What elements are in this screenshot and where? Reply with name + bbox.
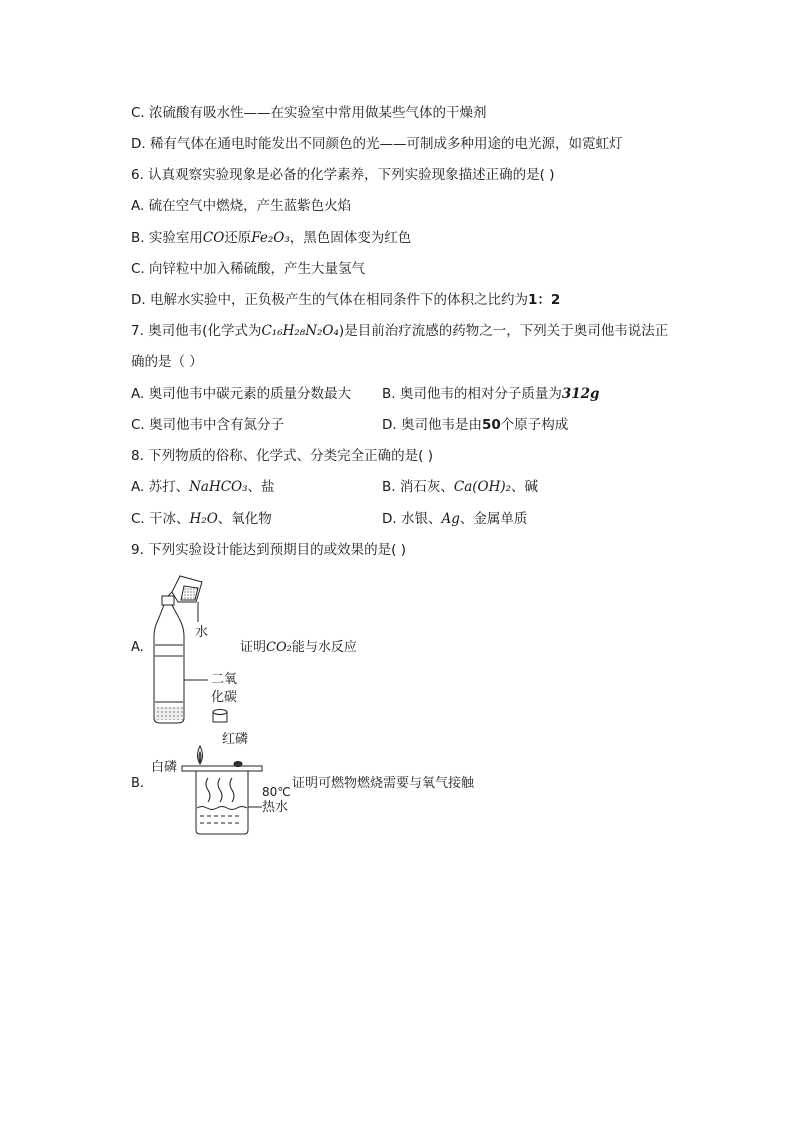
- q5-option-d: D. 稀有气体在通电时能发出不同颜色的光——可制成多种用途的电光源，如霓虹灯: [131, 136, 623, 152]
- q6-option-b: [131, 228, 411, 248]
- q7-option-b-value: 312g: [561, 386, 600, 402]
- q7-formula: C₁₆H₂₈N₂O₄: [261, 323, 339, 339]
- q7-stem: [131, 321, 668, 341]
- q8-option-c-suffix: 、氧化物: [217, 511, 272, 527]
- q6-option-d-ratio: 1：2: [527, 292, 561, 308]
- q7-stem-prefix: 7. 奥司他韦(化学式为: [131, 323, 262, 339]
- fig-b-hot-water-label: 热水: [262, 800, 289, 815]
- q7-option-d-prefix: D. 奥司他韦是由: [382, 417, 482, 433]
- q6-option-d: [131, 290, 560, 310]
- q8-option-c: [131, 509, 272, 529]
- q9-option-b-letter: B.: [131, 776, 145, 791]
- q9-option-a-letter: A.: [131, 640, 144, 655]
- q8-option-a-prefix: A. 苏打、: [131, 479, 190, 495]
- q5-option-c: C. 浓硫酸有吸水性——在实验室中常用做某些气体的干燥剂: [131, 105, 487, 121]
- q6-stem: 6. 认真观察实验现象是必备的化学素养，下列实验现象描述正确的是( ): [131, 167, 555, 183]
- bottle-cap-icon: [213, 710, 227, 723]
- q7-option-d-suffix: 个原子构成: [500, 417, 569, 433]
- q7-option-a: A. 奥司他韦中碳元素的质量分数最大: [131, 386, 352, 402]
- plastic-bottle-icon: [154, 596, 184, 723]
- q7-option-c: C. 奥司他韦中含有氮分子: [131, 417, 285, 433]
- q6-option-b-prefix: B. 实验室用: [131, 230, 203, 246]
- q7-option-b-text: B. 奥司他韦的相对分子质量为: [382, 386, 562, 402]
- q7-option-d: [382, 415, 568, 435]
- q8-option-a-formula: NaHCO₃: [189, 479, 248, 495]
- q9-option-a-caption-prefix: 证明: [240, 640, 267, 655]
- q8-option-b-formula: Ca(OH)₂: [453, 479, 512, 495]
- q8-option-d-formula: Ag: [441, 511, 460, 527]
- q6-option-a: A. 硫在空气中燃烧，产生蓝紫色火焰: [131, 198, 352, 214]
- fig-a-water-label: 水: [195, 625, 209, 640]
- q8-option-c-prefix: C. 干冰、: [131, 511, 190, 527]
- q8-option-b: [382, 477, 538, 497]
- q9-option-b-caption: 证明可燃物燃烧需要与氧气接触: [292, 776, 475, 791]
- q8-option-c-formula: H₂O: [189, 511, 218, 527]
- q9-stem: 9. 下列实验设计能达到预期目的或效果的是( ): [131, 542, 406, 558]
- q9-option-a-caption-suffix: 能与水反应: [291, 640, 357, 655]
- q7-option-d-number: 50: [481, 417, 501, 433]
- q6-option-b-suffix: ，黑色固体变为红色: [289, 230, 412, 246]
- fig-b-red-phosphorus-label: 红磷: [222, 732, 249, 747]
- fig-b-temperature-label: 80℃: [262, 785, 291, 799]
- q8-option-d: [382, 509, 527, 529]
- q8-option-b-suffix: 、碱: [511, 479, 539, 495]
- q7-stem-suffix: )是目前治疗流感的药物之一，下列关于奥司他韦说法正: [338, 323, 669, 339]
- fig-a-co2-label-line1: 二氧: [211, 672, 238, 687]
- q9-option-a-caption: [240, 640, 357, 656]
- q6-option-d-text: D. 电解水实验中，正负极产生的气体在相同条件下的体积之比约为: [131, 292, 528, 308]
- q8-option-d-suffix: 、金属单质: [459, 511, 528, 527]
- combustion-setup-icon: [182, 746, 262, 834]
- q8-option-a-suffix: 、盐: [247, 479, 275, 495]
- q7-stem-line2: 确的是（ ）: [131, 354, 203, 370]
- q6-option-b-fe2o3: Fe₂O₃: [251, 230, 290, 246]
- q8-option-b-prefix: B. 消石灰、: [382, 479, 454, 495]
- q6-option-b-mid: 还原: [224, 230, 252, 246]
- q9-option-a-formula: CO₂: [266, 640, 292, 655]
- fig-a-co2-label-line2: 化碳: [211, 690, 238, 705]
- q6-option-b-co: CO: [202, 230, 225, 246]
- q6-option-c: C. 向锌粒中加入稀硫酸，产生大量氢气: [131, 261, 366, 277]
- q8-stem: 8. 下列物质的俗称、化学式、分类完全正确的是( ): [131, 448, 433, 464]
- q7-option-b: [382, 384, 599, 404]
- q8-option-a: [131, 477, 275, 497]
- q8-option-d-prefix: D. 水银、: [382, 511, 442, 527]
- fig-b-white-phosphorus-label: 白磷: [151, 760, 178, 775]
